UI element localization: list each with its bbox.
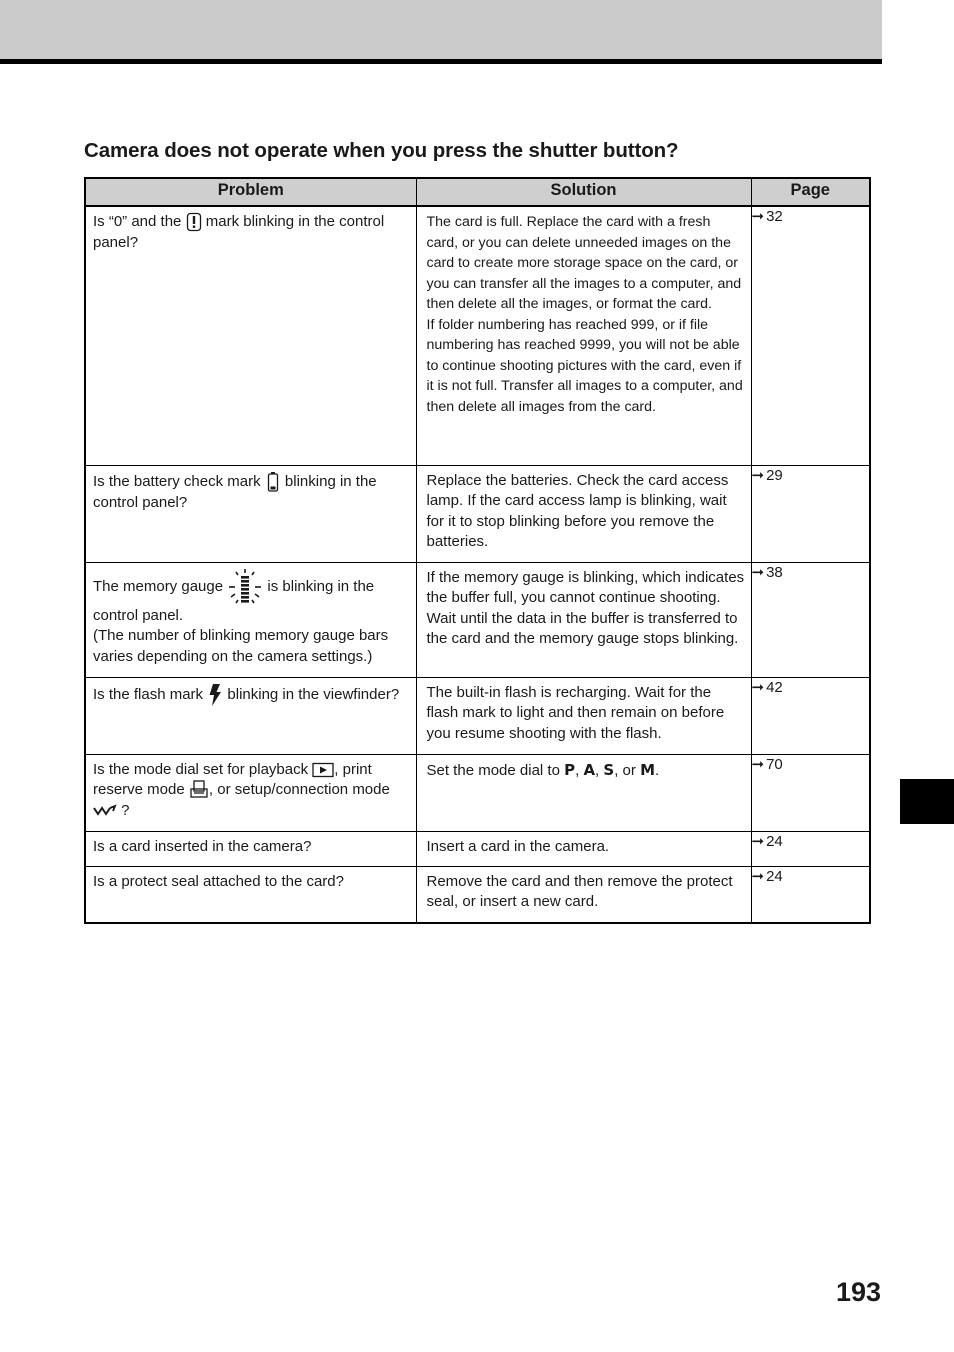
page-number-ref: 24 [766, 832, 783, 850]
header-band [0, 0, 882, 59]
page-reference [751, 866, 870, 923]
arrow-icon: ➞ [751, 867, 765, 885]
problem-text: , or setup/connection mode [208, 781, 390, 798]
page-number: 193 [836, 1277, 882, 1307]
solution-text: The card is full. Replace the card with a fresh card, or you can delete unneeded images on the card to create more storage space on the card, or you can transfer all the images to a computer, and then delete all the images, or format the card. [426, 214, 742, 312]
solution-cell [416, 677, 751, 754]
page-reference [751, 831, 870, 866]
problem-text: ? [121, 801, 130, 819]
mode-p: P [564, 760, 576, 779]
column-header-page: Page [751, 178, 870, 206]
table-header-row [85, 178, 870, 206]
problem-cell [85, 754, 416, 831]
arrow-icon: ➞ [751, 755, 765, 773]
playback-icon [312, 762, 334, 778]
problem-text: blinking in the viewfinder? [227, 685, 400, 703]
table-row [85, 866, 870, 923]
separator: , or [614, 761, 636, 779]
page-number-ref: 38 [766, 563, 783, 581]
separator: , [595, 761, 600, 779]
table-row [85, 206, 870, 465]
table-row [85, 465, 870, 562]
table-row [85, 562, 870, 677]
problem-text: mark blinking in the control panel? [93, 213, 385, 251]
problem-cell [85, 831, 416, 866]
page-reference [751, 754, 870, 831]
problem-text: Is “0” and the [93, 213, 182, 230]
separator: , [575, 761, 580, 779]
page-reference [751, 206, 870, 465]
section-tab-marker [900, 779, 954, 824]
problem-text: Is the battery check mark [93, 472, 261, 490]
solution-cell [416, 206, 751, 465]
flash-icon [207, 683, 223, 707]
problem-text: Is the mode dial set for playback [93, 760, 309, 778]
page-reference [751, 465, 870, 562]
arrow-icon: ➞ [751, 832, 765, 850]
solution-text: If the memory gauge is blinking, which indicates the buffer full, you cannot continue shooting. Wait until the data in the buffer is transferred to the card and the memory gauge stops blinking. [426, 568, 745, 647]
problem-note: (The number of blinking memory gauge bars varies depending on the camera settings.) [93, 627, 389, 665]
problem-text: Is a protect seal attached to the card? [93, 872, 344, 890]
solution-cell [416, 465, 751, 562]
card-full-exclamation-icon [186, 212, 202, 232]
solution-text: Insert a card in the camera. [426, 837, 610, 855]
connection-icon [93, 804, 117, 818]
solution-text: Replace the batteries. Check the card access lamp. If the card access lamp is blinking, wait for it to stop blinking before you remove the batteries. [426, 471, 729, 550]
print-icon [189, 780, 209, 800]
problem-cell [85, 866, 416, 923]
page-title: Camera does not operate when you press the shutter button? [84, 139, 679, 162]
page-number-ref: 70 [766, 755, 783, 773]
mode-s: S [603, 760, 615, 779]
solution-cell [416, 754, 751, 831]
mode-m: M [640, 760, 655, 779]
problem-cell [85, 562, 416, 677]
page-number-ref: 42 [766, 678, 783, 696]
page-number-ref: 29 [766, 466, 783, 484]
arrow-icon: ➞ [751, 208, 765, 225]
solution-text: The built-in flash is recharging. Wait for the flash mark to light and then remain on before you resume shooting with the flash. [426, 683, 725, 742]
solution-text: If folder numbering has reached 999, or if file numbering has reached 9999, you will not be able to continue shooting pictures with the card, even if it is not full. Transfer all images to a computer, and then delete all images from the card. [426, 316, 743, 415]
table-row [85, 754, 870, 831]
memory-gauge-icon [227, 568, 263, 606]
arrow-icon: ➞ [751, 678, 765, 696]
solution-text [417, 755, 751, 790]
page-number-ref: 24 [766, 867, 783, 885]
page-number-ref: 32 [766, 208, 783, 225]
problem-text: Is a card inserted in the camera? [93, 837, 312, 855]
arrow-icon: ➞ [751, 563, 765, 581]
arrow-icon: ➞ [751, 466, 765, 484]
table-row [85, 677, 870, 754]
table-row [85, 831, 870, 866]
separator: . [655, 761, 660, 779]
solution-cell [416, 831, 751, 866]
header-rule [0, 59, 882, 64]
solution-cell [416, 866, 751, 923]
troubleshooting-table [84, 177, 871, 924]
mode-a: A [583, 760, 596, 779]
battery-check-icon [265, 471, 281, 493]
problem-cell [85, 465, 416, 562]
problem-cell [85, 206, 416, 465]
problem-text: , print reserve mode [93, 760, 372, 798]
solution-prefix: Set the mode dial to [426, 761, 560, 779]
page-reference [751, 562, 870, 677]
solution-cell [416, 562, 751, 677]
problem-cell [85, 677, 416, 754]
problem-text: The memory gauge [93, 577, 224, 595]
column-header-problem: Problem [85, 178, 416, 206]
page-reference [751, 677, 870, 754]
problem-text: blinking in the control panel? [93, 472, 377, 511]
problem-text: is blinking in the control panel. [93, 577, 375, 624]
solution-text: Remove the card and then remove the protect seal, or insert a new card. [426, 872, 733, 910]
column-header-solution: Solution [416, 178, 751, 206]
problem-text: Is the flash mark [93, 685, 204, 703]
